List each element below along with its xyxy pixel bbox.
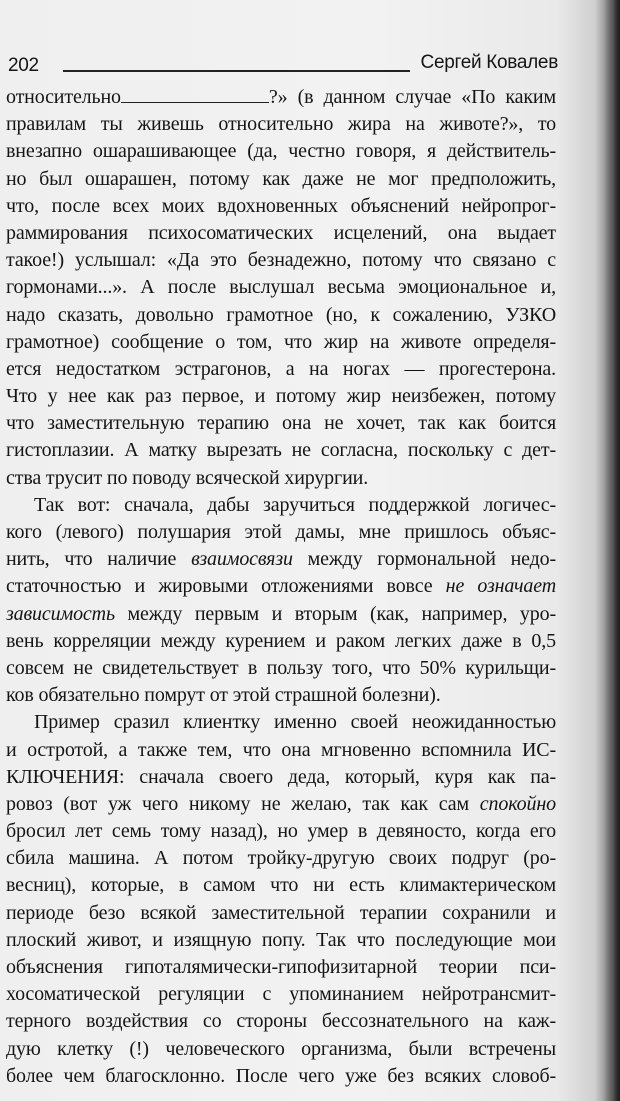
text-fragment: дую клетку (!) человеческого организма, были встречены: [6, 1037, 556, 1060]
text-line: [6, 220, 556, 247]
text-line: [6, 981, 556, 1008]
text-fragment: сбила машина. А потом тройку-другую своих подруг (ро-: [6, 847, 556, 870]
text-fragment: что заместительную терапию она не хочет, так как боится: [6, 412, 556, 435]
text-fragment: надо сказать, довольно грамотное (но, к сожалению, УЗКО: [6, 303, 556, 326]
text-line: [6, 927, 556, 954]
page-number: 202: [8, 55, 39, 76]
header-rule: [63, 70, 410, 72]
text-fragment: гормонами...». А после выслушал весьма эмоциональное и,: [6, 276, 556, 299]
text-line: [6, 465, 556, 492]
text-line: [6, 138, 556, 165]
text-fragment: ства трусит по поводу всяческой хирургии.: [6, 466, 369, 489]
text-line: [6, 84, 556, 111]
text-fragment: нить, что наличие: [6, 548, 192, 571]
text-line: [6, 900, 556, 927]
text-line: [6, 628, 556, 655]
text-fragment: совсем не свидетельствует в пользу того, что 50% курильщи-: [6, 656, 556, 679]
text-line: [6, 546, 556, 573]
text-line: [6, 519, 556, 546]
text-fragment: раммирования психосоматических исцелений, она выдает: [6, 221, 556, 244]
body-text: [6, 84, 556, 1090]
text-line: [6, 247, 556, 274]
text-line: [6, 166, 556, 193]
text-fragment: что, после всех моих вдохновенных объяснений нейропрог-: [6, 194, 556, 217]
text-line: [6, 274, 556, 301]
text-fragment: весниц), которые, в самом что ни есть климактерическом: [6, 874, 556, 897]
italic-phrase: зависимость: [6, 602, 115, 625]
text-fragment: Что у нее как раз первое, и потому жир неизбежен, потому: [6, 385, 556, 408]
text-fragment: вень корреляции между курением и раком легких даже в 0,5: [6, 629, 556, 652]
text-fragment: бросил лет семь тому назад), но умер в девяносто, когда его: [6, 820, 556, 843]
text-fragment: относительно: [6, 86, 121, 108]
text-line: [6, 1063, 556, 1090]
text-fragment: более чем благосклонно. После чего уже без всяких словоб-: [6, 1064, 556, 1087]
text-line: [6, 682, 556, 709]
text-fragment: кого (левого) полушария этой дамы, мне пришлось объяс-: [6, 521, 556, 543]
text-fragment: КЛЮЧЕНИЯ: сначала своего деда, который, куря как па-: [6, 765, 556, 788]
text-fragment: статочностью и жировыми отложениями вовсе: [6, 575, 446, 598]
text-line: [6, 437, 556, 464]
text-fragment: правилам ты живешь относительно жира на животе?», то: [6, 113, 556, 136]
text-line: [6, 410, 556, 437]
text-fragment: терного воздействия со стороны бессознательного на каж-: [6, 1010, 556, 1033]
text-fragment: ков обязательно помрут от этой страшной болезни).: [6, 684, 441, 707]
page-header: [8, 52, 558, 80]
fill-in-blank: [121, 86, 269, 103]
text-line: [6, 818, 556, 845]
text-line: [6, 954, 556, 981]
text-fragment: грамотное) сообщение о том, что жир на животе определя-: [6, 330, 556, 353]
text-line: [6, 193, 556, 220]
text-line: [6, 1036, 556, 1063]
text-line: [6, 383, 556, 410]
text-line: [6, 1008, 556, 1035]
text-line: [6, 791, 556, 818]
text-line: [6, 573, 556, 600]
text-line: [6, 492, 556, 519]
text-line: [6, 111, 556, 138]
text-fragment: Так вот: сначала, дабы заручиться поддержкой логичес-: [34, 493, 556, 516]
text-line: [6, 655, 556, 682]
text-fragment: объяснения гипоталямически-гипофизитарной теории пси-: [6, 956, 556, 978]
book-spine-shadow: [604, 0, 620, 1101]
text-line: [6, 601, 556, 628]
text-fragment: ?» (в данном случае «По каким: [268, 86, 556, 108]
text-fragment: Пример сразил клиентку именно своей неожиданностью: [34, 711, 556, 734]
text-fragment: плоский живот, и изящную попу. Так что последующие мои: [6, 928, 556, 951]
text-fragment: такое!) услышал: «Да это безнадежно, потому что связано с: [6, 249, 556, 272]
text-line: [6, 329, 556, 356]
text-fragment: периоде безо всякой заместительной терапии сохранили и: [6, 901, 556, 924]
text-fragment: гистоплазии. А матку вырезать не согласна, поскольку с дет-: [6, 439, 556, 462]
text-fragment: но был ошарашен, потому как даже не мог предположить,: [6, 167, 556, 190]
italic-phrase: не означает: [445, 575, 556, 598]
text-fragment: хосоматической регуляции с упоминанием нейротрансмит-: [6, 983, 556, 1006]
text-line: [6, 845, 556, 872]
text-fragment: между гормональной недо-: [292, 548, 556, 571]
italic-phrase: взаимосвязи: [191, 548, 293, 571]
text-line: [6, 356, 556, 383]
italic-phrase: спокойно: [479, 792, 556, 815]
running-head-author: Сергей Ковалев: [420, 52, 558, 73]
text-line: [6, 302, 556, 329]
text-line: [6, 737, 556, 764]
text-fragment: ровоз (вот уж чего никому не желаю, так как сам: [6, 792, 480, 815]
text-fragment: внезапно ошарашивающее (да, честно говоря, я действитель-: [6, 140, 556, 163]
text-fragment: между первым и вторым (как, например, уро-: [114, 602, 556, 625]
text-line: [6, 872, 556, 899]
text-fragment: ется недостатком эстрагонов, а на ногах — прогестерона.: [6, 357, 556, 380]
text-fragment: и остротой, а также тем, что она мгновенно вспомнила ИС-: [6, 738, 556, 761]
text-line: [6, 709, 556, 736]
text-line: [6, 764, 556, 791]
